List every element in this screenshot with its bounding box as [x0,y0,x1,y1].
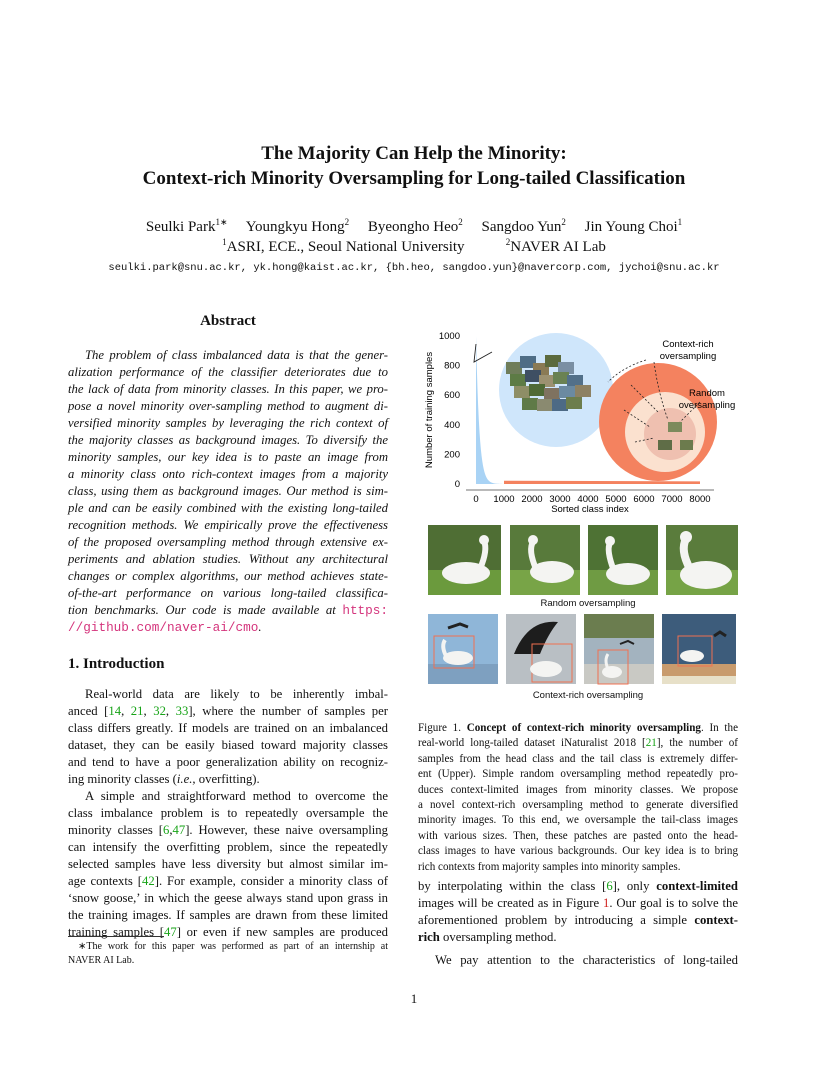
intro-line: class differs greatly. If models are trained on an imbalanced [68,721,388,735]
footnote: ∗The work for this paper was performed as part of an internship at NAVER AI Lab. [68,941,388,966]
affiliations [0,237,828,257]
annotation-random-2: oversampling [678,400,736,411]
caption-line: with various sizes. Then, these patches are pasted onto the head- [418,829,738,842]
tail-photo [658,440,672,450]
paper-title-line1: The Majority Can Help the Minority: [261,143,567,164]
composite-photo [584,614,654,684]
author: Sangdoo Yun$^2$ [481,217,566,235]
y-tick-labels [439,331,460,490]
caption-line: duces context-limited images from minority classes. We propose [418,783,738,796]
intro-paragraph-2 [68,788,388,941]
paper-title-line2: Context-rich Minority Oversampling for Long-tailed Classification [142,168,686,189]
abstract-line: ple and can be easily combined with the existing long-tailed [68,501,388,515]
body-line: by interpolating within the class [6], only context-limited [418,879,738,893]
random-oversampling-label: Random oversampling [540,598,636,609]
tail-class-area [504,481,700,484]
intro-heading: 1. Introduction [68,656,165,672]
intro-line: the training images. If samples are drawn from these limited [68,908,388,922]
annotation-random-1: Random [689,388,725,399]
abstract-line: recognition methods. We empirically prove the effectiveness [68,518,388,532]
right-column-body [418,878,738,969]
y-tick-label: 200 [444,449,460,461]
intro-line: ing minority classes (i.e., overfitting). [68,772,260,786]
annotation-context-rich-1: Context-rich [662,339,714,350]
caption-line: minority images. To this end, we oversample the tail-class images [418,814,738,827]
caption-line: samples from the head class and the tail class is extremely differ- [418,752,738,765]
body-line: images will be created as in Figure 1. Our goal is to solve the [418,896,738,910]
abstract-line: changes or complex algorithms, our method achieves state- [68,569,388,583]
abstract-line: periments and ablation studies. Without any architectural [68,552,388,566]
caption-line: real-world long-tailed dataset iNaturalist 2018 [21], the number of [418,737,738,750]
intro-line: age contexts [42]. For example, consider a minority class of [68,874,389,888]
core-oversampling-circle [644,408,696,460]
abstract-line: of-the-art performance on various long-tailed classifica- [68,586,388,600]
goose-photo [510,525,580,595]
affiliation: $^2$NAVER AI Lab [505,237,606,255]
x-tick-label: 4000 [577,494,599,505]
intro-line: selected samples have less diversity but almost similar im- [68,857,388,871]
x-tick-label: 6000 [633,494,655,505]
author-emails: seulki.park@snu.ac.kr, yk.hong@kaist.ac.kr, {bh.heo, sangdoo.yun}@navercorp.com, jychoi@snu.ac.kr [108,262,720,274]
composite-photo [506,614,576,684]
abstract-line: alization performance of the classifier deteriorates due to [68,365,388,379]
footnote-rule [68,936,164,937]
x-tick-label: 3000 [549,494,571,505]
intro-line: anced [14, 21, 32, 33], where the number of samples per [68,704,388,718]
abstract-line: minority samples, our key idea is to paste an image from [68,450,388,464]
x-tick-label: 0 [473,494,479,505]
code-link[interactable]: https: [342,603,389,618]
abstract-line: //github.com/naver-ai/cmo. [68,620,262,635]
y-tick-label: 800 [444,360,460,372]
context-rich-oversampling-label: Context-rich oversampling [532,690,644,701]
intro-line: Real-world data are likely to be inherently imbal- [85,687,388,701]
caption-line: Figure 1. Concept of context-rich minority oversampling. In the [418,722,738,734]
abstract-line: the lack of data from minority classes. In this paper, we pro- [68,382,388,396]
x-tick-label: 7000 [661,494,683,505]
caption-line: rich contexts from majority samples into minority samples. [418,860,681,873]
y-axis-label: Number of training samples [424,351,435,469]
intro-line: can intensify the overfitting problem, since the repeatedly [68,840,388,854]
page-number: 1 [410,991,418,1006]
abstract-line: the majority classes as background images. To diversify the [68,433,388,447]
body-line: rich oversampling method. [418,930,557,944]
composite-photo [428,614,498,684]
class-distribution-chart [418,322,758,522]
composite-photo [662,614,736,684]
abstract-line: tion benchmarks. Our code is made available at https: [68,603,389,618]
abstract-line: a minority class onto rich-context images from a majority [68,467,388,481]
y-tick-label: 400 [444,419,460,431]
x-tick-label: 2000 [521,494,543,505]
intro-paragraph-1 [68,686,388,788]
author: Jin Young Choi$^1$ [584,217,683,235]
intro-body [68,686,388,941]
abstract-body [68,347,388,636]
intro-line: minority classes [6,47]. However, these naive oversampling [68,823,388,837]
goose-photo [666,525,738,595]
author: Byeongho Heo$^2$ [367,217,463,235]
x-tick-label: 5000 [605,494,627,505]
goose-photo [428,525,501,595]
x-axis-label: Sorted class index [551,504,629,515]
intro-line: training samples [47] or even if new samples are produced [68,925,388,939]
intro-line: class imbalance problem is to repeatedly oversample the [68,806,388,820]
figure-caption [418,721,738,875]
context-rich-oversampling-photos [428,614,750,686]
random-oversampling-photos [428,525,750,597]
tail-photo [668,422,682,432]
tail-photo [680,440,693,450]
abstract-heading: Abstract [200,313,256,329]
intro-line: dataset, they can be easily biased toward majority classes [68,738,388,752]
author-list [0,217,828,237]
caption-line: class images to have various backgrounds. Our key idea is to bring [418,845,738,858]
y-tick-label: 0 [454,479,460,490]
caption-line: ent (Upper). Simple random oversampling method repeatedly pro- [418,768,738,781]
abstract-line: class, using them as background images. Our method is sim- [68,484,388,498]
code-link-cont[interactable]: //github.com/naver-ai/cmo [68,620,259,635]
y-tick-label: 600 [444,390,460,402]
intro-line: A simple and straightforward method to overcome the [85,789,388,803]
caption-line: a novel context-rich oversampling method to generate diversified [418,799,738,812]
abstract-line: of the proposed oversampling method through extensive ex- [68,535,388,549]
head-arrow [474,344,492,362]
abstract-line: versified minority samples by leveraging the rich context of [68,416,388,430]
goose-photo [588,525,658,595]
intro-line: ‘snow goose,’ in which the geese always stand upon grass in [68,891,388,905]
author: Seulki Park$^{1∗}$ [145,217,228,235]
intro-line: and tend to have a poor generalization ability on recogniz- [68,755,388,769]
author: Youngkyu Hong$^2$ [245,217,350,235]
x-tick-label: 8000 [689,494,711,505]
body-line: We pay attention to the characteristics of long-tailed [435,953,738,967]
abstract-line: pose a novel minority over-sampling method to augment di- [68,399,388,413]
x-tick-label: 1000 [493,494,515,505]
affiliation: $^1$ASRI, ECE., Seoul National University [222,237,465,255]
y-tick-label: 1000 [438,331,460,342]
body-line: aforementioned problem by introducing a simple context- [418,913,738,927]
abstract-line: The problem of class imbalanced data is that the gener- [85,348,388,362]
annotation-context-rich-2: oversampling [659,351,717,362]
